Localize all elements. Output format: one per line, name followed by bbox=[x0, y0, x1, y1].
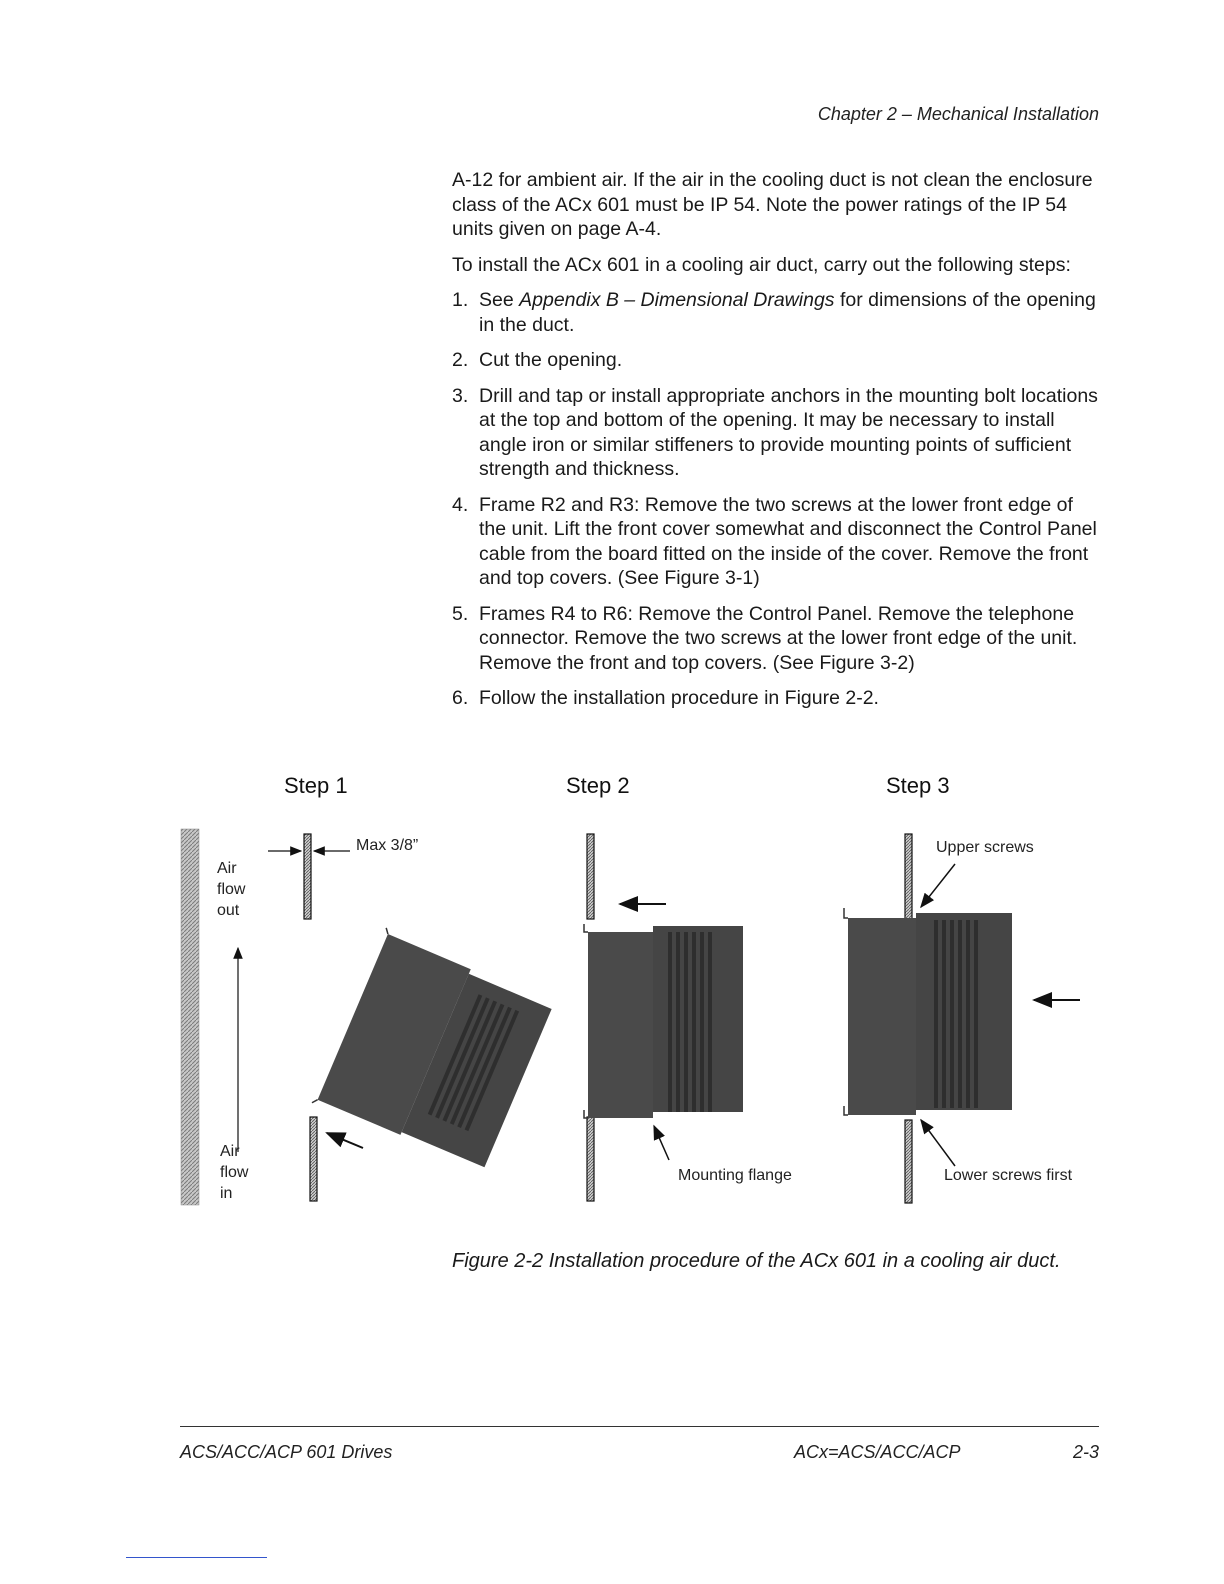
step-text: Cut the opening. bbox=[479, 349, 623, 371]
step-number: 4. bbox=[452, 493, 469, 516]
air-in-line: in bbox=[220, 1185, 233, 1202]
step-text: for dimensions of the opening in the duct. bbox=[479, 289, 1096, 336]
flange-pointer bbox=[654, 1126, 669, 1160]
lower-screws-label: Lower screws first bbox=[944, 1167, 1073, 1184]
step-text: Frame R2 and R3: Remove the two screws at the lower front edge of the unit. Lift the front cover somewhat and disconnect the Control Panel cable from the board fitted on the inside of the cover. Remove the front and top covers. (See Figure 3-1) bbox=[479, 493, 1097, 589]
list-item bbox=[452, 384, 1102, 482]
running-header: Chapter 2 – Mechanical Installation bbox=[817, 104, 1099, 124]
lower-screws-pointer bbox=[921, 1120, 955, 1166]
insert-arrow bbox=[327, 1133, 363, 1148]
step-text: Frames R4 to R6: Remove the Control Panel. Remove the telephone connector. Remove the two screws at the lower front edge of the unit. Remove the front and top covers. (See Figure 3-2) bbox=[479, 602, 1078, 674]
drive-unit-mounted bbox=[844, 908, 1012, 1115]
max-gap-label: Max 3/8” bbox=[356, 837, 419, 854]
list-item bbox=[452, 288, 1102, 337]
step-text: Drill and tap or install appropriate anchors in the mounting bolt locations at the top and bottom of the opening. It may be necessary to install angle iron or similar stiffeners to provide mounting points of sufficient strength and thickness. bbox=[479, 384, 1098, 480]
duct-opening-lower-edge bbox=[587, 1117, 594, 1201]
footer-divider bbox=[180, 1426, 1099, 1427]
upper-screws-pointer bbox=[921, 864, 955, 907]
air-flow-out-label bbox=[217, 858, 245, 921]
body-text bbox=[452, 168, 1102, 722]
step-2-label: Step 2 bbox=[566, 773, 630, 798]
mounting-flange-label: Mounting flange bbox=[678, 1167, 792, 1184]
drive-unit-tilted bbox=[312, 928, 556, 1175]
drive-unit-positioned bbox=[584, 924, 743, 1118]
installation-figure bbox=[0, 815, 1224, 1215]
step-number: 3. bbox=[452, 384, 469, 407]
air-flow-in-label bbox=[220, 1141, 248, 1204]
air-out-line: out bbox=[217, 902, 240, 919]
step-1-label: Step 1 bbox=[284, 773, 348, 798]
paragraph-ambient-air: A-12 for ambient air. If the air in the cooling duct is not clean the enclosure class of the ACx 601 must be IP 54. Note the power ratings of the IP 54 units given on page A-4. bbox=[452, 169, 1093, 240]
paragraph-install-intro: To install the ACx 601 in a cooling air duct, carry out the following steps: bbox=[452, 253, 1071, 276]
list-item bbox=[452, 602, 1102, 676]
air-out-line: Air bbox=[217, 860, 237, 877]
page-number: 2-3 bbox=[1072, 1442, 1099, 1462]
figure-caption: Figure 2-2 Installation procedure of the ACx 601 in a cooling air duct. bbox=[452, 1250, 1061, 1272]
footer-left: ACS/ACC/ACP 601 Drives bbox=[180, 1442, 393, 1462]
step-text: Follow the installation procedure in Figure 2-2. bbox=[479, 687, 879, 709]
duct-opening-upper-edge bbox=[587, 834, 594, 919]
appendix-reference: Appendix B – Dimensional Drawings bbox=[519, 289, 835, 311]
step-number: 1. bbox=[452, 289, 469, 311]
footer-center: ACx=ACS/ACC/ACP bbox=[794, 1442, 961, 1462]
step-number: 6. bbox=[452, 687, 469, 709]
duct-opening-upper-edge bbox=[905, 834, 912, 919]
link-underline bbox=[126, 1557, 267, 1558]
duct-opening-lower-edge bbox=[310, 1117, 317, 1201]
step-number: 2. bbox=[452, 349, 469, 371]
list-item bbox=[452, 348, 1102, 373]
list-item bbox=[452, 686, 1102, 711]
air-out-line: flow bbox=[217, 881, 246, 898]
step-3-label: Step 3 bbox=[886, 773, 950, 798]
air-in-line: flow bbox=[220, 1164, 249, 1181]
steps-list bbox=[452, 288, 1102, 711]
step-text-pre: See bbox=[479, 289, 520, 311]
step-number: 5. bbox=[452, 602, 469, 625]
list-item bbox=[452, 493, 1102, 591]
duct-opening-lower-edge bbox=[905, 1120, 912, 1203]
air-in-line: Air bbox=[220, 1143, 240, 1160]
duct-opening-upper-edge bbox=[304, 834, 311, 919]
upper-screws-label: Upper screws bbox=[936, 839, 1034, 856]
duct-wall bbox=[181, 829, 199, 1205]
